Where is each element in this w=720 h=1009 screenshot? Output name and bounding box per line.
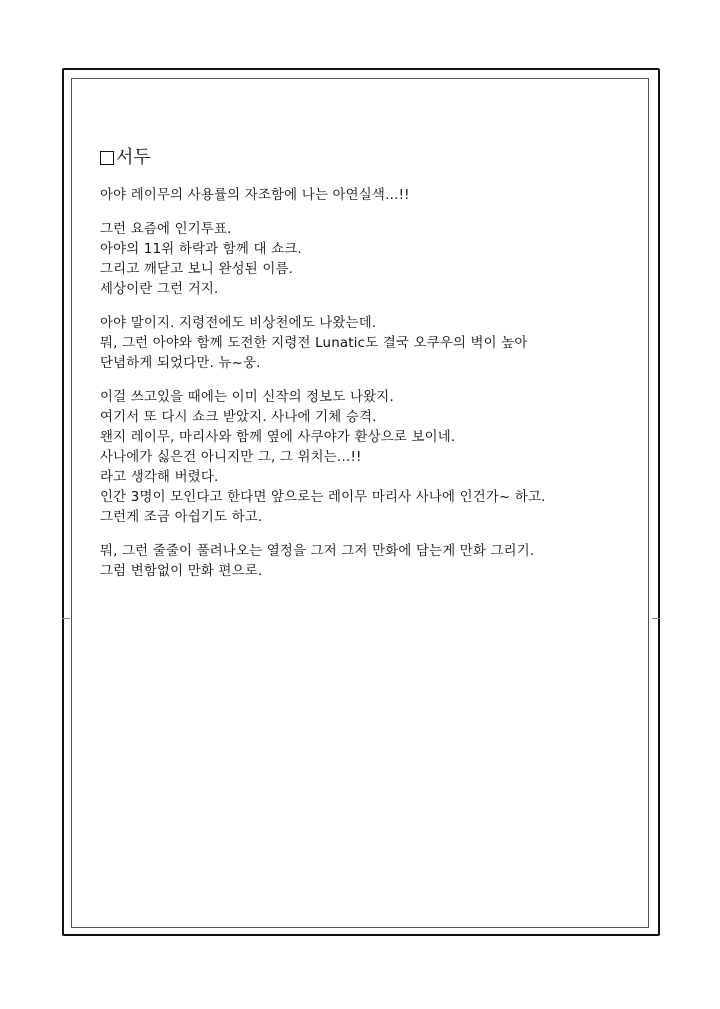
text-line: 사나에가 싫은건 아니지만 그, 그 위치는…!! <box>100 450 362 465</box>
text-line: 단념하게 되었다만. 뉴~웅. <box>100 356 261 371</box>
paragraph-2 <box>100 220 645 300</box>
right-fold-mark <box>652 618 660 619</box>
text-line: 세상이란 그런 거지. <box>100 282 219 297</box>
text-line: 왠지 레이무, 마리사와 함께 옆에 사쿠야가 환상으로 보이네. <box>100 430 456 445</box>
text-line: 아야의 11위 하락과 함께 대 쇼크. <box>100 242 302 257</box>
text-line: 그런 요즘에 인기투표. <box>100 222 232 237</box>
paragraph-4 <box>100 388 645 528</box>
text-line: 이걸 쓰고있을 때에는 이미 신작의 정보도 나왔지. <box>100 390 394 405</box>
paragraph-3 <box>100 314 645 374</box>
square-box-icon <box>100 151 114 165</box>
text-line: 인간 3명이 모인다고 한다면 앞으로는 레이무 마리사 사나에 인건가~ 하고. <box>100 490 546 505</box>
preface-heading <box>100 146 645 170</box>
text-line: 그리고 깨닫고 보니 완성된 이름. <box>100 262 294 277</box>
text-line: 여기서 또 다시 쇼크 받았지. 사나에 기체 승격. <box>100 410 377 425</box>
text-line: 그럼 변함없이 만화 편으로. <box>100 564 263 579</box>
text-line: 뭐, 그런 줄줄이 풀려나오는 열정을 그저 그저 만화에 담는게 만화 그리기. <box>100 544 535 559</box>
preface-heading-text: 서두 <box>116 147 151 168</box>
text-line: 아야 말이지. 지령전에도 비상천에도 나왔는데. <box>100 316 377 331</box>
text-line: 그런게 조금 아쉽기도 하고. <box>100 510 263 525</box>
text-line: 아야 레이무의 사용률의 자조함에 나는 아연실색…!! <box>100 188 410 203</box>
text-line: 뭐, 그런 아야와 함께 도전한 지령전 Lunatic도 결국 오쿠우의 벽이 높아 <box>100 336 528 351</box>
text-line: 라고 생각해 버렸다. <box>100 470 219 485</box>
paragraph-1 <box>100 186 645 206</box>
left-fold-mark <box>62 618 70 619</box>
paragraph-5 <box>100 542 645 582</box>
preface-content <box>100 146 645 596</box>
